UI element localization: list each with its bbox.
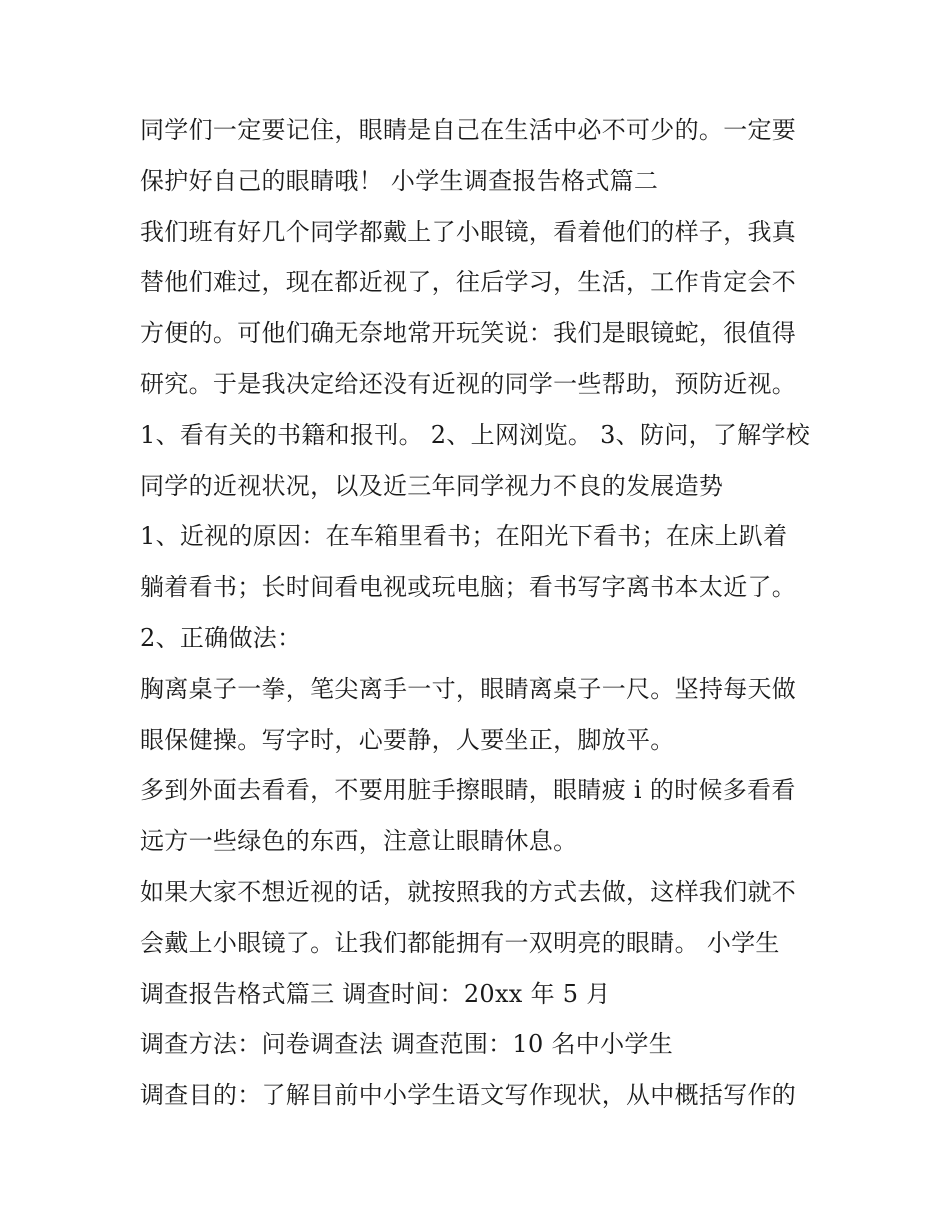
text-line: 调查报告格式篇三 调查时间：20xx 年 5 月 bbox=[140, 979, 611, 1008]
text-line: 研究。于是我决定给还没有近视的同学一些帮助，预防近视。 bbox=[140, 369, 797, 398]
text-line: 替他们难过，现在都近视了，往后学习，生活，工作肯定会不 bbox=[140, 268, 797, 297]
text-line: 调查目的：了解目前中小学生语文写作现状，从中概括写作的 bbox=[140, 1081, 797, 1110]
text-line: 如果大家不想近视的话，就按照我的方式去做，这样我们就不 bbox=[140, 877, 797, 906]
text-line: 眼保健操。写字时，心要静，人要坐正，脚放平。 bbox=[140, 725, 675, 754]
document-body bbox=[140, 105, 830, 1121]
text-line: 我们班有好几个同学都戴上了小眼镜，看着他们的样子，我真 bbox=[140, 217, 797, 246]
text-line: 躺着看书；长时间看电视或玩电脑；看书写字离书本太近了。 bbox=[140, 573, 797, 602]
text-line: 2、正确做法： bbox=[140, 623, 302, 652]
text-line: 远方一些绿色的东西，注意让眼睛休息。 bbox=[140, 827, 578, 856]
text-line: 1、看有关的书籍和报刊。 2、上网浏览。 3、防问，了解学校 bbox=[140, 420, 811, 449]
text-line: 同学的近视状况，以及近三年同学视力不良的发展造势 bbox=[140, 471, 724, 500]
text-line: 保护好自己的眼睛哦！ 小学生调查报告格式篇二 bbox=[140, 166, 659, 195]
text-line: 调查方法：问卷调查法 调查范围：10 名中小学生 bbox=[140, 1030, 673, 1059]
text-line: 1、近视的原因：在车箱里看书；在阳光下看书；在床上趴着 bbox=[140, 522, 788, 551]
text-line: 多到外面去看看，不要用脏手擦眼睛，眼睛疲 i 的时候多看看 bbox=[140, 776, 796, 805]
text-line: 同学们一定要记住，眼睛是自己在生活中必不可少的。一定要 bbox=[140, 116, 797, 144]
text-line: 胸离桌子一拳，笔尖离手一寸，眼睛离桌子一尺。坚持每天做 bbox=[140, 674, 797, 703]
text-line: 会戴上小眼镜了。让我们都能拥有一双明亮的眼睛。 小学生 bbox=[140, 928, 780, 957]
text-line: 方便的。可他们确无奈地常开玩笑说：我们是眼镜蛇，很值得 bbox=[140, 319, 797, 348]
